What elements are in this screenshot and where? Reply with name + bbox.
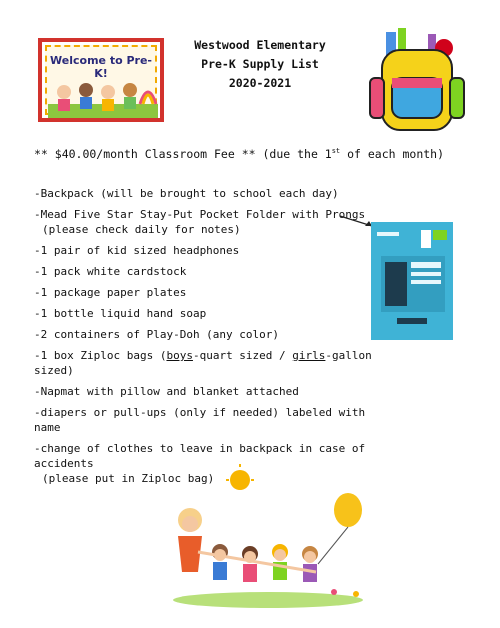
- list-item: -Backpack (will be brought to school each day): [34, 187, 339, 200]
- list-item: -diapers or pull-ups (only if needed) labeled with name: [34, 406, 366, 434]
- ziploc-prefix: -1 box Ziploc bags (: [34, 349, 167, 362]
- kids-on-sign-icon: [48, 74, 158, 118]
- school-name: Westwood Elementary: [194, 38, 326, 52]
- ziploc-girls: girls: [292, 349, 326, 362]
- classroom-fee: [34, 147, 444, 161]
- title-block: [170, 36, 350, 93]
- ziploc-girls-rest: -gallon sized): [34, 349, 372, 377]
- pocket-folder-image: [371, 222, 453, 340]
- fee-text-after: of each month): [340, 147, 445, 161]
- list-item-note: (please check daily for notes): [42, 223, 241, 236]
- list-title: Pre-K Supply List: [201, 57, 319, 71]
- list-item: -1 pack white cardstock: [34, 265, 187, 278]
- list-item: -1 package paper plates: [34, 286, 187, 299]
- fee-text-before: ** $40.00/month Classroom Fee ** (due the 1: [34, 147, 332, 161]
- list-item-note: (please put in Ziploc bag): [42, 472, 215, 485]
- welcome-pre-k-sign: [38, 38, 164, 122]
- list-item: -Napmat with pillow and blanket attached: [34, 385, 299, 398]
- list-item-text: -Mead Five Star Stay-Put Pocket Folder with Prongs: [34, 208, 366, 221]
- ziploc-boys: boys: [166, 349, 193, 362]
- school-year: 2020-2021: [228, 76, 292, 90]
- welcome-sign-text: Welcome to Pre-K!: [50, 54, 152, 80]
- list-item: -2 containers of Play-Doh (any color): [34, 328, 280, 341]
- list-item-text: -change of clothes to leave in backpack in case of accidents: [34, 442, 366, 470]
- ziploc-boys-rest: -quart sized /: [192, 349, 293, 362]
- list-item: [34, 348, 394, 378]
- list-item: -1 pair of kid sized headphones: [34, 244, 240, 257]
- backpack-icon: [368, 28, 466, 138]
- children-with-teacher-illustration: [168, 462, 368, 612]
- fee-superscript: st: [331, 147, 341, 156]
- list-item: -1 bottle liquid hand soap: [34, 307, 207, 320]
